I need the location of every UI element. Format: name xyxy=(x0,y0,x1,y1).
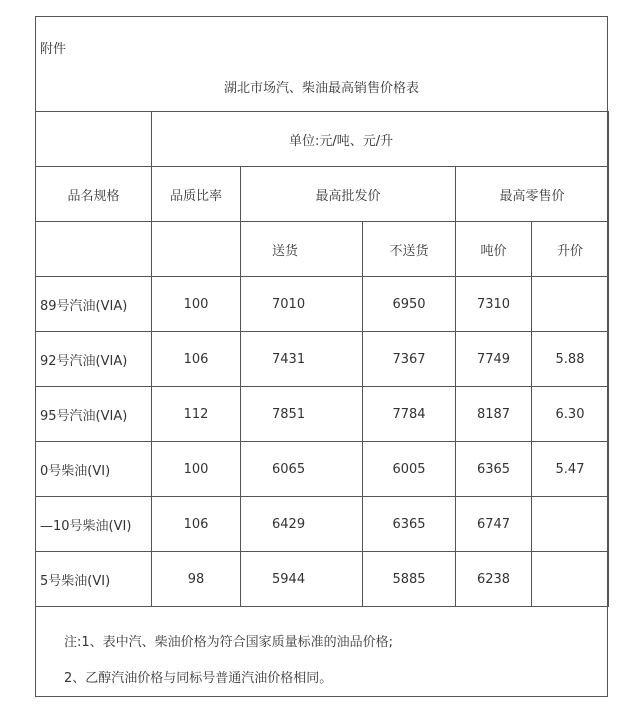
cell-ratio: 98 xyxy=(152,552,241,607)
cell-delivered: 6429 xyxy=(241,497,363,552)
cell-ratio: 100 xyxy=(152,442,241,497)
cell-product: 0号柴油(VI) xyxy=(36,442,152,497)
header-max-retail: 最高零售价 xyxy=(456,167,609,222)
header-product: 品名规格 xyxy=(36,167,152,222)
price-table-document xyxy=(35,16,608,697)
cell-per-liter: 6.30 xyxy=(532,387,609,442)
note-line: 2、乙醇汽油价格与同标号普通汽油价格相同。 xyxy=(64,671,333,686)
cell-per-liter xyxy=(532,277,609,332)
table-row xyxy=(36,497,609,552)
cell-product: —10号柴油(VI) xyxy=(36,497,152,552)
cell-not-delivered: 7367 xyxy=(363,332,456,387)
cell-per-ton: 6365 xyxy=(456,442,532,497)
cell-per-liter xyxy=(532,552,609,607)
blank-cell xyxy=(152,222,241,277)
unit-row xyxy=(36,112,609,167)
cell-delivered: 7010 xyxy=(241,277,363,332)
cell-delivered: 5944 xyxy=(241,552,363,607)
note-line: 注:1、表中汽、柴油价格为符合国家质量标准的油品价格; xyxy=(64,635,394,650)
cell-per-ton: 7310 xyxy=(456,277,532,332)
cell-product: 89号汽油(VIA) xyxy=(36,277,152,332)
header-not-delivered: 不送货 xyxy=(363,222,456,277)
cell-product: 5号柴油(VI) xyxy=(36,552,152,607)
cell-ratio: 106 xyxy=(152,497,241,552)
cell-per-ton: 6238 xyxy=(456,552,532,607)
header-per-liter: 升价 xyxy=(532,222,609,277)
price-table xyxy=(35,111,609,607)
cell-delivered: 7431 xyxy=(241,332,363,387)
subheader-row xyxy=(36,222,609,277)
table-row xyxy=(36,387,609,442)
cell-delivered: 7851 xyxy=(241,387,363,442)
cell-delivered: 6065 xyxy=(241,442,363,497)
unit-label: 单位:元/吨、元/升 xyxy=(152,112,609,167)
cell-ratio: 100 xyxy=(152,277,241,332)
cell-not-delivered: 5885 xyxy=(363,552,456,607)
blank-cell xyxy=(36,222,152,277)
table-row xyxy=(36,332,609,387)
cell-not-delivered: 6950 xyxy=(363,277,456,332)
header-row xyxy=(36,167,609,222)
cell-per-liter xyxy=(532,497,609,552)
table-row xyxy=(36,552,609,607)
cell-product: 92号汽油(VIA) xyxy=(36,332,152,387)
cell-not-delivered: 6005 xyxy=(363,442,456,497)
attachment-label: 附件 xyxy=(40,42,67,57)
header-delivered: 送货 xyxy=(241,222,363,277)
cell-per-liter: 5.47 xyxy=(532,442,609,497)
cell-per-liter: 5.88 xyxy=(532,332,609,387)
cell-not-delivered: 6365 xyxy=(363,497,456,552)
cell-per-ton: 6747 xyxy=(456,497,532,552)
header-quality-ratio: 品质比率 xyxy=(152,167,241,222)
table-row xyxy=(36,442,609,497)
cell-product: 95号汽油(VIA) xyxy=(36,387,152,442)
cell-per-ton: 8187 xyxy=(456,387,532,442)
header-per-ton: 吨价 xyxy=(456,222,532,277)
cell-ratio: 106 xyxy=(152,332,241,387)
cell-not-delivered: 7784 xyxy=(363,387,456,442)
header-max-wholesale: 最高批发价 xyxy=(241,167,456,222)
cell-per-ton: 7749 xyxy=(456,332,532,387)
notes xyxy=(64,625,393,697)
blank-cell xyxy=(36,112,152,167)
document-title: 湖北市场汽、柴油最高销售价格表 xyxy=(223,81,419,96)
table-row xyxy=(36,277,609,332)
cell-ratio: 112 xyxy=(152,387,241,442)
